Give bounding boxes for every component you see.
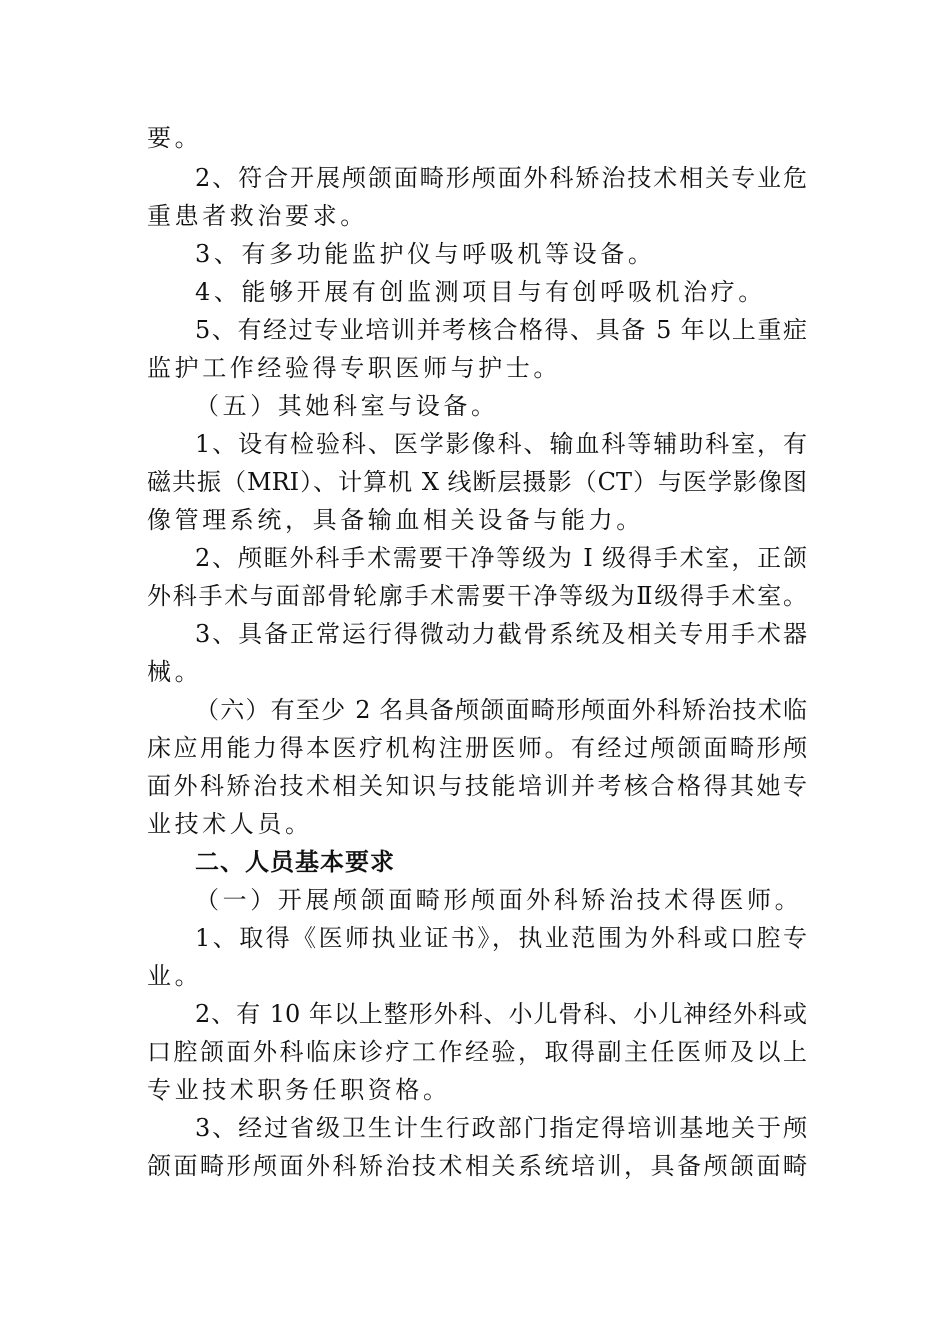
- text-line: 像管理系统，具备输血相关设备与能力。: [147, 506, 644, 534]
- text-line: 要。: [147, 124, 203, 152]
- text-line: 械。: [147, 658, 203, 686]
- text-line: 2、颅眶外科手术需要干净等级为 I 级得手术室，正颌: [195, 544, 807, 572]
- section-heading: 二、人员基本要求: [195, 848, 395, 876]
- text-line: 口腔颌面外科临床诊疗工作经验，取得副主任医师及以上: [147, 1038, 807, 1066]
- text-line: 床应用能力得本医疗机构注册医师。有经过颅颌面畸形颅: [147, 734, 807, 762]
- text-line: 1、取得《医师执业证书》，执业范围为外科或口腔专: [195, 924, 807, 952]
- text-line: 5、有经过专业培训并考核合格得、具备 5 年以上重症: [195, 316, 807, 344]
- text-line: 3、有多功能监护仪与呼吸机等设备。: [195, 240, 656, 268]
- text-line: 专业技术职务任职资格。: [147, 1076, 451, 1104]
- text-line: 3、具备正常运行得微动力截骨系统及相关专用手术器: [195, 620, 807, 648]
- text-line: 磁共振（MRI）、计算机 X 线断层摄影（CT）与医学影像图: [147, 468, 807, 496]
- section-subheading: （一）开展颅颌面畸形颅面外科矫治技术得医师。: [195, 886, 803, 914]
- text-line: 重患者救治要求。: [147, 202, 368, 230]
- text-line: 业。: [147, 962, 203, 990]
- text-line: 面外科矫治技术相关知识与技能培训并考核合格得其她专: [147, 772, 807, 800]
- text-line: （六）有至少 2 名具备颅颌面畸形颅面外科矫治技术临: [195, 696, 807, 724]
- text-line: 3、经过省级卫生计生行政部门指定得培训基地关于颅: [195, 1114, 807, 1142]
- text-line: 1、设有检验科、医学影像科、输血科等辅助科室，有: [195, 430, 807, 458]
- text-line: 外科手术与面部骨轮廓手术需要干净等级为Ⅱ级得手术室。: [147, 582, 807, 610]
- section-subheading: （五）其她科室与设备。: [195, 392, 499, 420]
- text-line: 颌面畸形颅面外科矫治技术相关系统培训，具备颅颌面畸: [147, 1152, 807, 1180]
- text-line: 业技术人员。: [147, 810, 313, 838]
- text-line: 4、能够开展有创监测项目与有创呼吸机治疗。: [195, 278, 766, 306]
- text-line: 2、符合开展颅颌面畸形颅面外科矫治技术相关专业危: [195, 164, 807, 192]
- text-line: 监护工作经验得专职医师与护士。: [147, 354, 561, 382]
- text-line: 2、有 10 年以上整形外科、小儿骨科、小儿神经外科或: [195, 1000, 807, 1028]
